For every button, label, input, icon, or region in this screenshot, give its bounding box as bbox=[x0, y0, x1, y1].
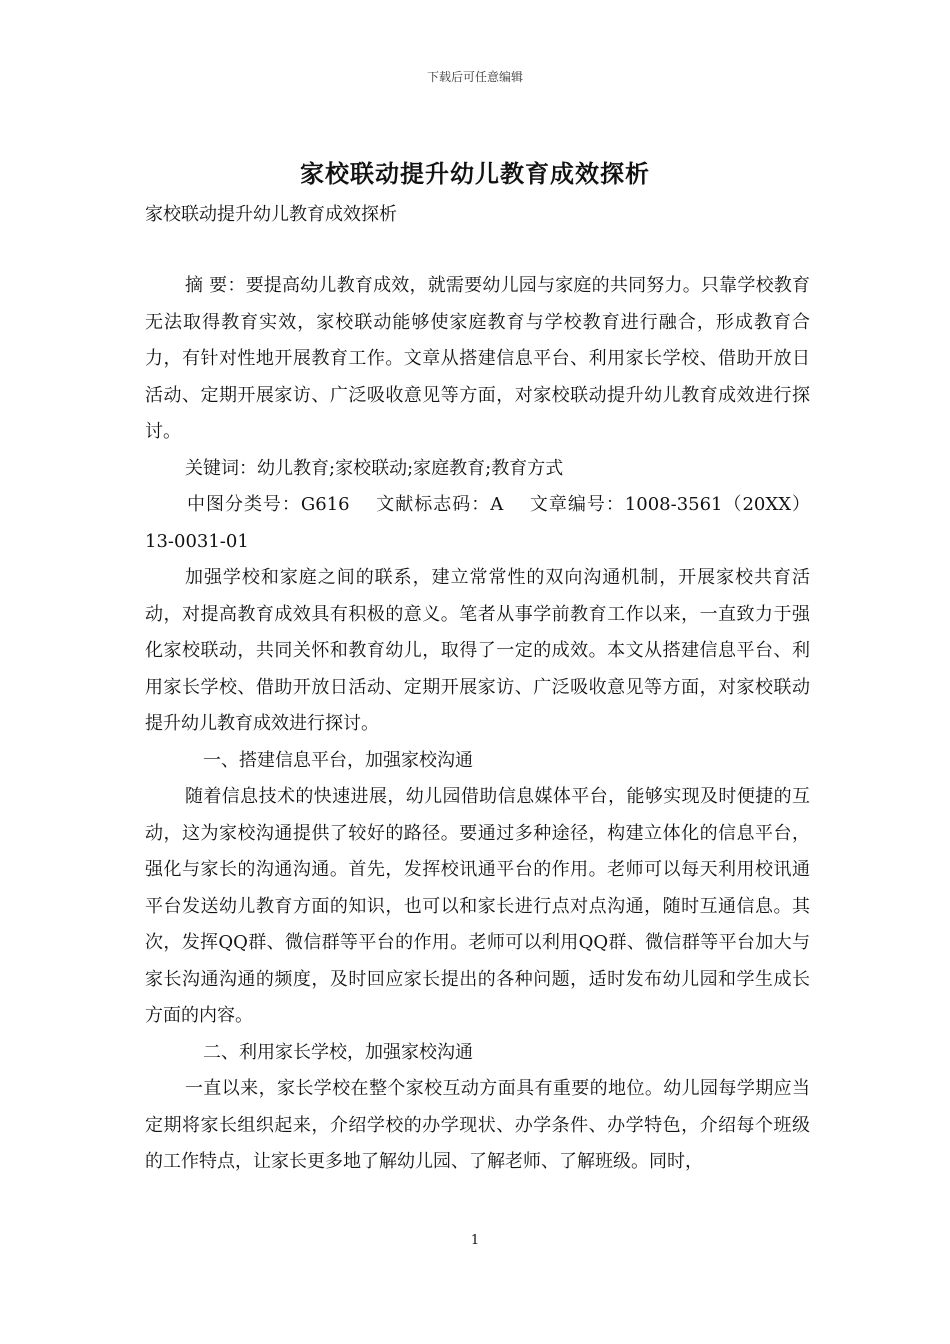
intro-paragraph: 加强学校和家庭之间的联系，建立常常性的双向沟通机制，开展家校共育活动，对提高教育成效具有积极的意义。笔者从事学前教育工作以来，一直致力于强化家校联动，共同关怀和教育幼儿，取得了一定的成效。本文从搭建信息平台、利用家长学校、借助开放日活动、定期开展家访、广泛吸收意见等方面，对家校联动提升幼儿教育成效进行探讨。 bbox=[145, 567, 810, 734]
document-subtitle: 家校联动提升幼儿教育成效探析 bbox=[145, 204, 397, 225]
abstract-paragraph: 摘 要：要提高幼儿教育成效，就需要幼儿园与家庭的共同努力。只靠学校教育无法取得教育实效，家校联动能够使家庭教育与学校教育进行融合，形成教育合力，有针对性地开展教育工作。文章从搭建信息平台、利用家长学校、借助开放日活动、定期开展家访、广泛吸收意见等方面，对家校联动提升幼儿教育成效进行探讨。 bbox=[145, 275, 810, 442]
section2-heading: 二、利用家长学校，加强家校沟通 bbox=[203, 1041, 473, 1063]
keywords-line: 关键词：幼儿教育;家校联动;家庭教育;教育方式 bbox=[185, 457, 564, 479]
page-number: 1 bbox=[470, 1233, 480, 1248]
classification-line: 中图分类号：G616 文献标志码：A 文章编号：1008-3561（20XX）13-0031-01 bbox=[145, 494, 810, 552]
document-body bbox=[145, 268, 810, 1181]
page-header: 下载后可任意编辑 bbox=[426, 70, 523, 84]
document-title: 家校联动提升幼儿教育成效探析 bbox=[300, 159, 650, 188]
section2-paragraph: 一直以来，家长学校在整个家校互动方面具有重要的地位。幼儿园每学期应当定期将家长组织起来，介绍学校的办学现状、办学条件、办学特色，介绍每个班级的工作特点，让家长更多地了解幼儿园、了解老师、了解班级。同时， bbox=[145, 1078, 810, 1172]
section1-paragraph: 随着信息技术的快速进展，幼儿园借助信息媒体平台，能够实现及时便捷的互动，这为家校沟通提供了较好的路径。要通过多种途径，构建立体化的信息平台，强化与家长的沟通沟通。首先，发挥校讯通平台的作用。老师可以每天利用校讯通平台发送幼儿教育方面的知识，也可以和家长进行点对点沟通，随时互通信息。其次，发挥QQ群、微信群等平台的作用。老师可以利用QQ群、微信群等平台加大与家长沟通沟通的频度，及时回应家长提出的各种问题，适时发布幼儿园和学生成长方面的内容。 bbox=[145, 786, 810, 1026]
section1-heading: 一、搭建信息平台，加强家校沟通 bbox=[203, 749, 473, 771]
